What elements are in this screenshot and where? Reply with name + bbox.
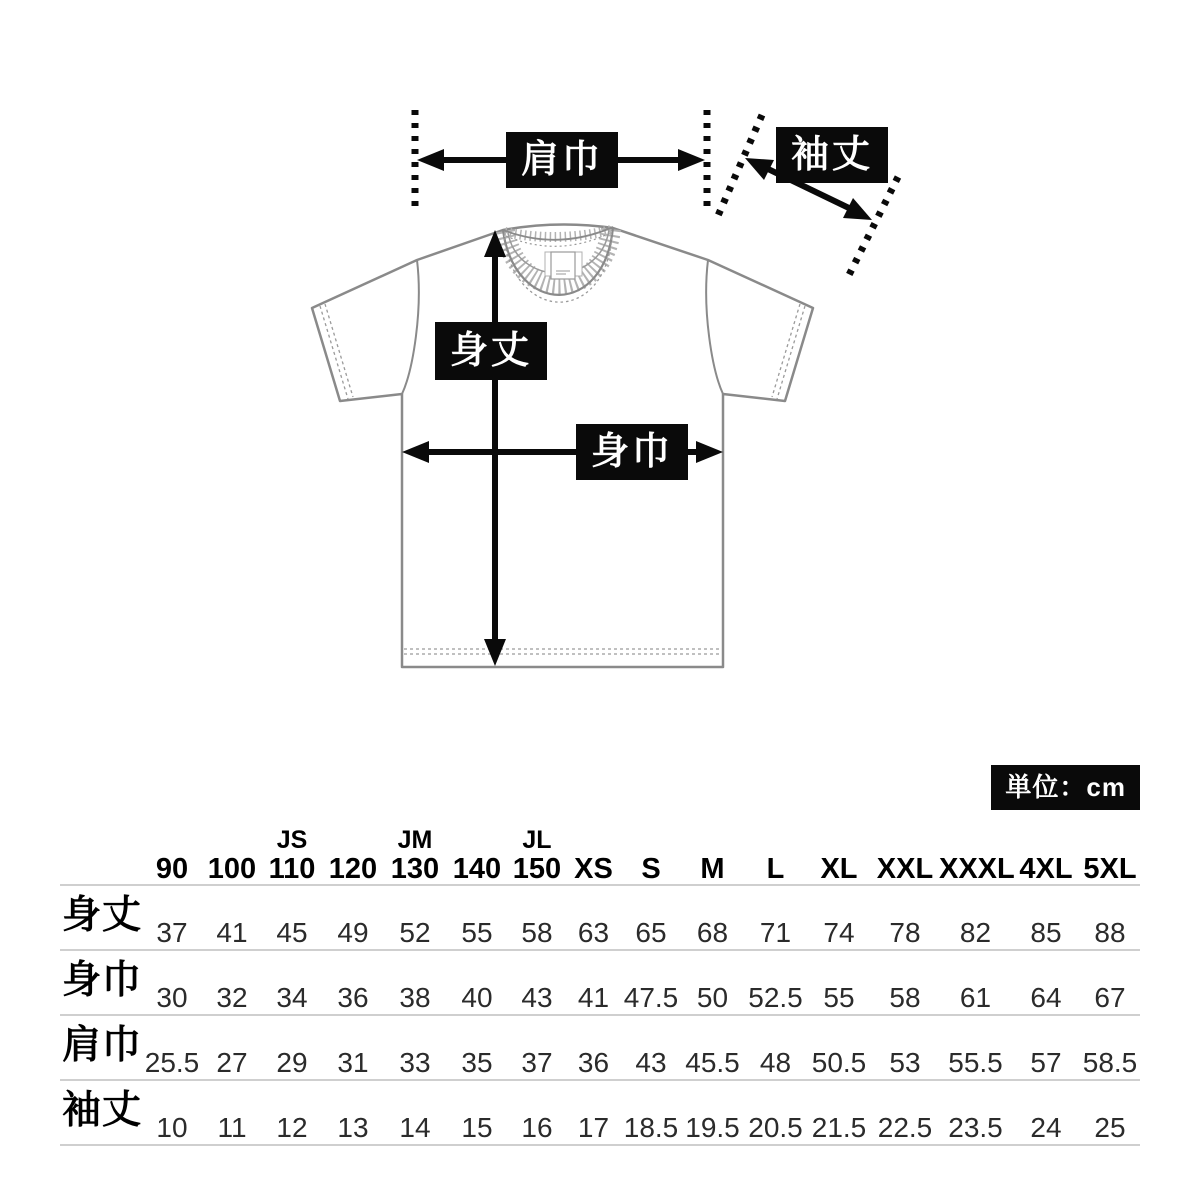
guide-sleeve-lower — [846, 177, 898, 281]
size-column-header-size: S — [641, 852, 661, 885]
corner-cell — [60, 811, 142, 885]
size-value-cell: 11 — [217, 1112, 247, 1143]
size-value-cell: 52.5 — [748, 982, 803, 1013]
size-value-cell: 48 — [759, 1047, 792, 1078]
size-column-header — [142, 811, 202, 885]
measurement-row-label: 袖丈 — [62, 1089, 143, 1132]
size-column-header — [384, 811, 446, 885]
size-value-cell: 52 — [399, 917, 431, 948]
size-value-cell: 55 — [823, 982, 855, 1013]
size-column-header-size: 100 — [207, 852, 257, 885]
arrowhead-shoulder-right — [678, 149, 705, 171]
size-value-cell: 78 — [889, 917, 921, 948]
size-column-header — [262, 811, 322, 885]
size-column-header — [681, 811, 744, 885]
unit-badge: 単位：cm — [991, 765, 1140, 810]
size-value-cell: 71 — [759, 917, 792, 948]
size-column-header — [807, 811, 871, 885]
size-value-cell: 43 — [521, 982, 553, 1013]
size-value-cell: 41 — [577, 982, 610, 1013]
size-value-cell: 68 — [696, 917, 729, 948]
size-value-cell: 41 — [216, 917, 248, 948]
size-value-cell: 20.5 — [748, 1112, 803, 1143]
size-value-cell: 45.5 — [685, 1047, 740, 1078]
size-value-cell: 34 — [276, 982, 308, 1013]
size-column-header-size: XS — [574, 852, 613, 885]
size-value-cell: 33 — [399, 1047, 431, 1078]
size-column-header-size: XXL — [876, 852, 934, 885]
body-length-label: 身丈 — [435, 322, 547, 380]
size-value-cell: 82 — [959, 917, 992, 948]
size-column-header — [1080, 811, 1140, 885]
size-value-cell: 27 — [216, 1047, 248, 1078]
size-column-header-size: XXXL — [939, 852, 1015, 885]
size-value-cell: 19.5 — [685, 1112, 740, 1143]
size-value-cell: 50 — [696, 982, 729, 1013]
size-value-cell: 49 — [337, 917, 369, 948]
size-value-cell: 85 — [1030, 917, 1062, 948]
size-value-cell: 67 — [1094, 982, 1126, 1013]
size-value-cell: 58 — [889, 982, 921, 1013]
size-value-cell: 17 — [577, 1112, 610, 1143]
sleeve-length-label: 袖丈 — [776, 127, 888, 183]
size-column-header — [446, 811, 508, 885]
size-value-cell: 36 — [577, 1047, 610, 1078]
size-value-cell: 63 — [577, 917, 610, 948]
arrowhead-shoulder-left — [417, 149, 444, 171]
size-value-cell: 21.5 — [811, 1112, 867, 1143]
size-value-cell: 18.5 — [623, 1112, 679, 1143]
size-value-cell: 23.5 — [948, 1112, 1003, 1143]
size-column-header-size: 150 — [512, 852, 562, 885]
size-column-header-size: L — [766, 852, 785, 885]
size-value-cell: 10 — [156, 1112, 188, 1143]
size-column-header — [508, 811, 566, 885]
size-value-cell: 15 — [461, 1112, 493, 1143]
body-width-label: 身巾 — [576, 424, 688, 480]
size-value-cell: 24 — [1030, 1112, 1062, 1143]
size-value-cell: 32 — [216, 982, 248, 1013]
size-value-cell: 53 — [889, 1047, 921, 1078]
size-value-cell: 14 — [399, 1112, 431, 1143]
size-value-cell: 45 — [276, 917, 308, 948]
measurement-row — [60, 885, 1140, 950]
size-column-header — [621, 811, 681, 885]
measurement-row-label: 身丈 — [62, 894, 143, 937]
size-column-header-topline: JS — [276, 826, 308, 855]
size-value-cell: 58 — [521, 917, 553, 948]
size-value-cell: 38 — [399, 982, 431, 1013]
size-column-header-size: 110 — [268, 852, 316, 885]
size-value-cell: 37 — [156, 917, 188, 948]
size-column-header-size: 130 — [390, 852, 440, 885]
measurement-row — [60, 1015, 1140, 1080]
size-column-header — [939, 811, 1015, 885]
size-value-cell: 55.5 — [948, 1047, 1003, 1078]
size-column-header — [322, 811, 384, 885]
size-value-cell: 47.5 — [623, 982, 679, 1013]
size-column-header-topline: JM — [397, 826, 433, 855]
size-column-header — [744, 811, 807, 885]
size-value-cell: 37 — [521, 1047, 553, 1078]
measurement-row — [60, 1080, 1140, 1145]
size-value-cell: 22.5 — [877, 1112, 933, 1143]
size-value-cell: 65 — [635, 917, 667, 948]
size-value-cell: 88 — [1094, 917, 1126, 948]
size-value-cell: 40 — [461, 982, 493, 1013]
size-value-cell: 50.5 — [811, 1047, 867, 1078]
size-value-cell: 31 — [337, 1047, 369, 1078]
size-value-cell: 13 — [337, 1112, 369, 1143]
size-value-cell: 35 — [461, 1047, 493, 1078]
size-column-header — [871, 811, 939, 885]
size-column-header-size: XL — [820, 852, 858, 885]
size-column-header — [566, 811, 621, 885]
size-value-cell: 57 — [1030, 1047, 1062, 1078]
shoulder-width-label: 肩巾 — [506, 132, 618, 188]
size-column-header-size: M — [700, 852, 725, 885]
size-value-cell: 16 — [521, 1112, 553, 1143]
size-column-header-size: 120 — [328, 852, 378, 885]
size-value-cell: 36 — [337, 982, 369, 1013]
size-column-header-size: 5XL — [1083, 852, 1137, 885]
size-value-cell: 30 — [156, 982, 188, 1013]
size-column-header — [202, 811, 262, 885]
size-value-cell: 64 — [1030, 982, 1062, 1013]
size-table — [60, 811, 1140, 1146]
size-value-cell: 55 — [461, 917, 493, 948]
size-column-header-size: 4XL — [1019, 852, 1073, 885]
size-value-cell: 43 — [635, 1047, 667, 1078]
size-value-cell: 29 — [276, 1047, 308, 1078]
measurement-row — [60, 950, 1140, 1015]
measurement-row-label: 身巾 — [62, 959, 143, 1002]
size-value-cell: 25 — [1094, 1112, 1126, 1143]
size-column-header — [1012, 811, 1080, 885]
size-column-header-topline: JL — [522, 826, 552, 855]
size-table-header-row — [60, 811, 1140, 885]
size-column-header-size: 140 — [452, 852, 502, 885]
size-value-cell: 58.5 — [1082, 1047, 1138, 1078]
size-value-cell: 25.5 — [144, 1047, 200, 1078]
tshirt-outline — [312, 224, 813, 667]
size-column-header-size: 90 — [155, 852, 189, 885]
neck-tag — [551, 252, 575, 279]
size-value-cell: 74 — [823, 917, 855, 948]
measurement-row-label: 肩巾 — [62, 1024, 143, 1067]
size-value-cell: 61 — [959, 982, 992, 1013]
size-value-cell: 12 — [276, 1112, 308, 1143]
